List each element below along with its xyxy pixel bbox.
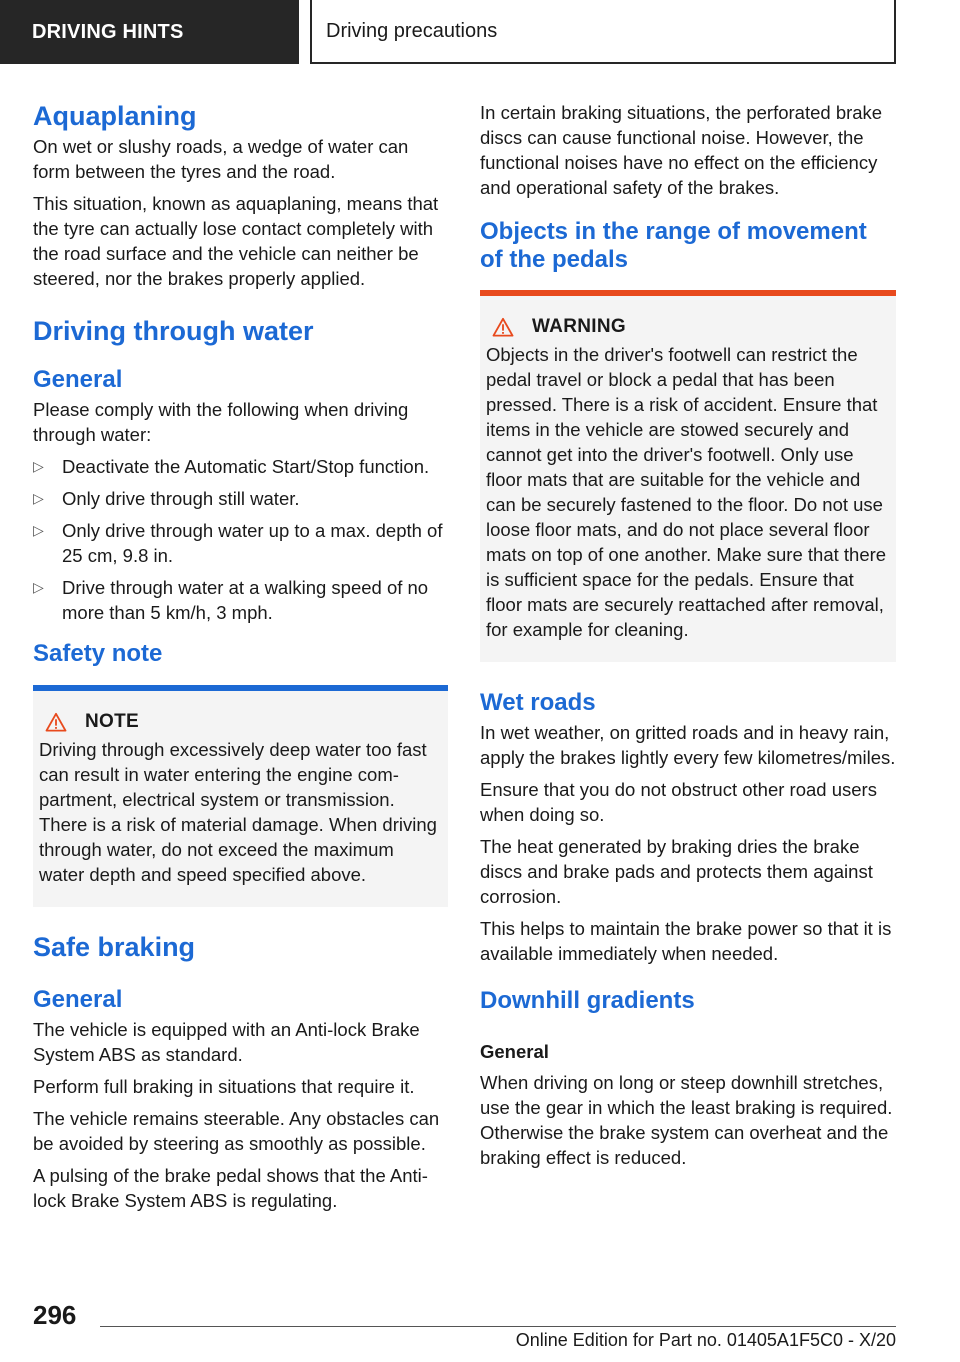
header-topic: Driving precautions	[310, 0, 896, 64]
warning-text: Objects in the driver's footwell can restrict the pedal travel or block a pedal that has been pressed. There is a risk of accident. Ensure that items in the vehicle are stowed securely and cannot get into the driver's footwell. Only use floor mats that are suitable for the vehicle and can be securely fastened to the floor. Do not use loose floor mats, and do not place several floor mats on top of one another. Make sure that there is sufficient space for the pedals. Ensure that floor mats are securely reattached after removal, for example for cleaning.	[486, 344, 887, 640]
list-item-text: Deactivate the Automatic Start/Stop function.	[62, 456, 430, 477]
subheading-general: General	[33, 986, 123, 1013]
warning-box-header	[486, 316, 890, 338]
left-column	[33, 100, 448, 1220]
paragraph: In wet weather, on gritted roads and in heavy rain, apply the brakes lightly every few kilometres/miles.	[480, 722, 896, 768]
note-text: Driving through excessively deep water too fast can result in water entering the engine compartment, electrical system or transmission. There is a risk of material damage. When driving through water, do not exceed the maximum water depth and speed specified above.	[39, 739, 437, 885]
paragraph: Ensure that you do not obstruct other road users when doing so.	[480, 779, 877, 825]
list-item-text: Drive through water at a walking speed of no more than 5 km/h, 3 mph.	[62, 577, 429, 623]
list-item	[33, 486, 448, 511]
heading-driving-through-water: Driving through water	[33, 316, 314, 346]
paragraph: This helps to maintain the brake power so that it is available immediately when needed.	[480, 918, 892, 964]
bullet-icon: ▷	[33, 490, 44, 506]
page-number: 296	[33, 1300, 77, 1330]
heading-safe-braking: Safe braking	[33, 932, 196, 962]
header-section: DRIVING HINTS	[0, 0, 299, 64]
subheading-safety-note: Safety note	[33, 640, 163, 667]
warning-box	[480, 290, 896, 662]
paragraph: The vehicle remains steerable. Any obstacles can be avoided by steering as smoothly as possible.	[33, 1108, 440, 1154]
paragraph: On wet or slushy roads, a wedge of water can form between the tyres and the road.	[33, 136, 409, 182]
subheading-general: General	[33, 366, 123, 393]
warning-triangle-icon	[45, 712, 67, 732]
note-box-header	[39, 711, 442, 733]
paragraph: Perform full braking in situations that require it.	[33, 1076, 415, 1097]
subheading-general: General	[480, 1041, 549, 1062]
list-item	[33, 454, 448, 479]
paragraph: This situation, known as aquaplaning, means that the tyre can actually lose contact completely with the road surface and the vehicle can neither be steered, nor the brakes properly applied.	[33, 193, 439, 289]
heading-wet-roads: Wet roads	[480, 689, 596, 716]
note-label: NOTE	[85, 711, 139, 732]
list-item-text: Only drive through still water.	[62, 488, 300, 509]
paragraph: When driving on long or steep downhill stretches, use the gear in which the least braking is required. Otherwise the brake system can overheat and the braking effect is reduced.	[480, 1072, 893, 1168]
bullet-icon: ▷	[33, 458, 44, 474]
paragraph: The vehicle is equipped with an Anti-lock Brake System ABS as standard.	[33, 1019, 420, 1065]
paragraph: Please comply with the following when driving through water:	[33, 399, 409, 445]
bullet-icon: ▷	[33, 522, 44, 538]
paragraph: In certain braking situations, the perforated brake discs can cause functional noise. However, the functional noises have no effect on the efficiency and operational safety of the brakes.	[480, 102, 883, 198]
warning-triangle-icon	[492, 317, 514, 337]
paragraph: The heat generated by braking dries the brake discs and brake pads and protects them against corrosion.	[480, 836, 873, 907]
right-column	[480, 100, 896, 1177]
heading-aquaplaning: Aquaplaning	[33, 101, 197, 131]
list-item	[33, 575, 448, 625]
footer-divider	[100, 1326, 896, 1327]
list-item-text: Only drive through water up to a max. depth of 25 cm, 9.8 in.	[62, 520, 443, 566]
list-item	[33, 518, 448, 568]
bullet-list	[33, 454, 448, 625]
paragraph: A pulsing of the brake pedal shows that the Anti-lock Brake System ABS is regulating.	[33, 1165, 428, 1211]
heading-downhill-gradients: Downhill gradients	[480, 987, 695, 1014]
heading-objects-pedals: Objects in the range of movement of the pedals	[480, 218, 867, 273]
warning-label: WARNING	[532, 316, 626, 337]
bullet-icon: ▷	[33, 579, 44, 595]
note-box	[33, 685, 448, 907]
footer-edition: Online Edition for Part no. 01405A1F5C0 - X/20	[515, 1330, 896, 1350]
